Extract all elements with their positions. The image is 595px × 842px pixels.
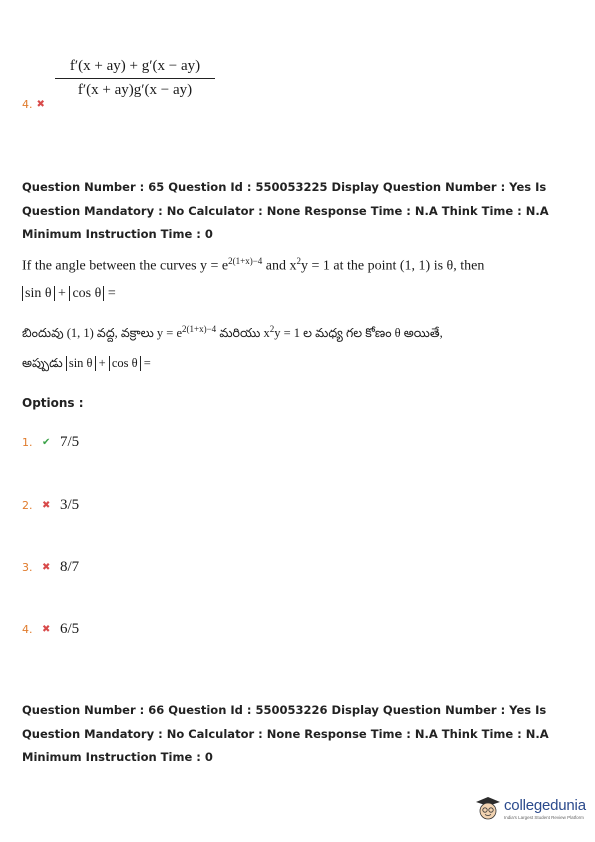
fraction-denominator: f′(x + ay)g′(x − ay): [77, 82, 193, 98]
cross-icon: ✖: [42, 499, 51, 511]
cross-icon: ✖: [42, 623, 51, 635]
fraction-numerator: f′(x + ay) + g′(x − ay): [55, 58, 215, 79]
option-value: 8/7: [60, 558, 80, 575]
option-3: [22, 557, 79, 577]
option-2: [22, 495, 79, 515]
options-label: Options :: [22, 396, 84, 410]
brand-tagline: India's Largest Student Review Platform: [504, 814, 584, 820]
question-65-telugu-line2: అప్పుడు sin θ + cos θ =: [22, 356, 151, 370]
prev-option-4: [22, 98, 45, 111]
option-number: 4.: [22, 622, 33, 636]
question-65-telugu-line1: బిందువు (1, 1) వద్ద, వక్రాలు $y = e^{2(1+x)-4}$ మరియు $x^2y = 1$ ల మధ్య గల కోణం θ అయితే,: [22, 324, 443, 341]
mascot-icon: [475, 795, 501, 821]
option-number: 3.: [22, 560, 33, 574]
option-4-fraction: [55, 58, 215, 99]
question-66-meta: Question Number : 66 Question Id : 550053226 Display Question Number : Yes Is Question Mandatory : No Calculator : None Response Time : N.A Think Time : N.A Minimum Instruction Time : 0: [22, 703, 549, 764]
option-number: 2.: [22, 498, 33, 512]
question-65-english-line1: If the angle between the curves $y = e^{2(1+x)-4}$ and $x^2y = 1$ at the point (1, 1) is θ, then: [22, 256, 485, 274]
option-value: 7/5: [60, 433, 80, 450]
option-number: 4.: [22, 98, 33, 111]
question-65-meta: Question Number : 65 Question Id : 550053225 Display Question Number : Yes Is Question Mandatory : No Calculator : None Response Time : N.A Think Time : N.A Minimum Instruction Time : 0: [22, 180, 549, 241]
option-1: [22, 432, 79, 452]
check-icon: ✔: [42, 436, 51, 448]
option-value: 6/5: [60, 620, 80, 637]
cross-icon: ✖: [36, 99, 45, 110]
option-number: 1.: [22, 435, 33, 449]
option-value: 3/5: [60, 496, 80, 513]
option-4: [22, 619, 79, 639]
brand-name: collegedunia: [504, 796, 586, 814]
question-65-english-line2: sin θ + cos θ =: [22, 286, 116, 302]
collegedunia-logo: [475, 795, 586, 821]
cross-icon: ✖: [42, 561, 51, 573]
